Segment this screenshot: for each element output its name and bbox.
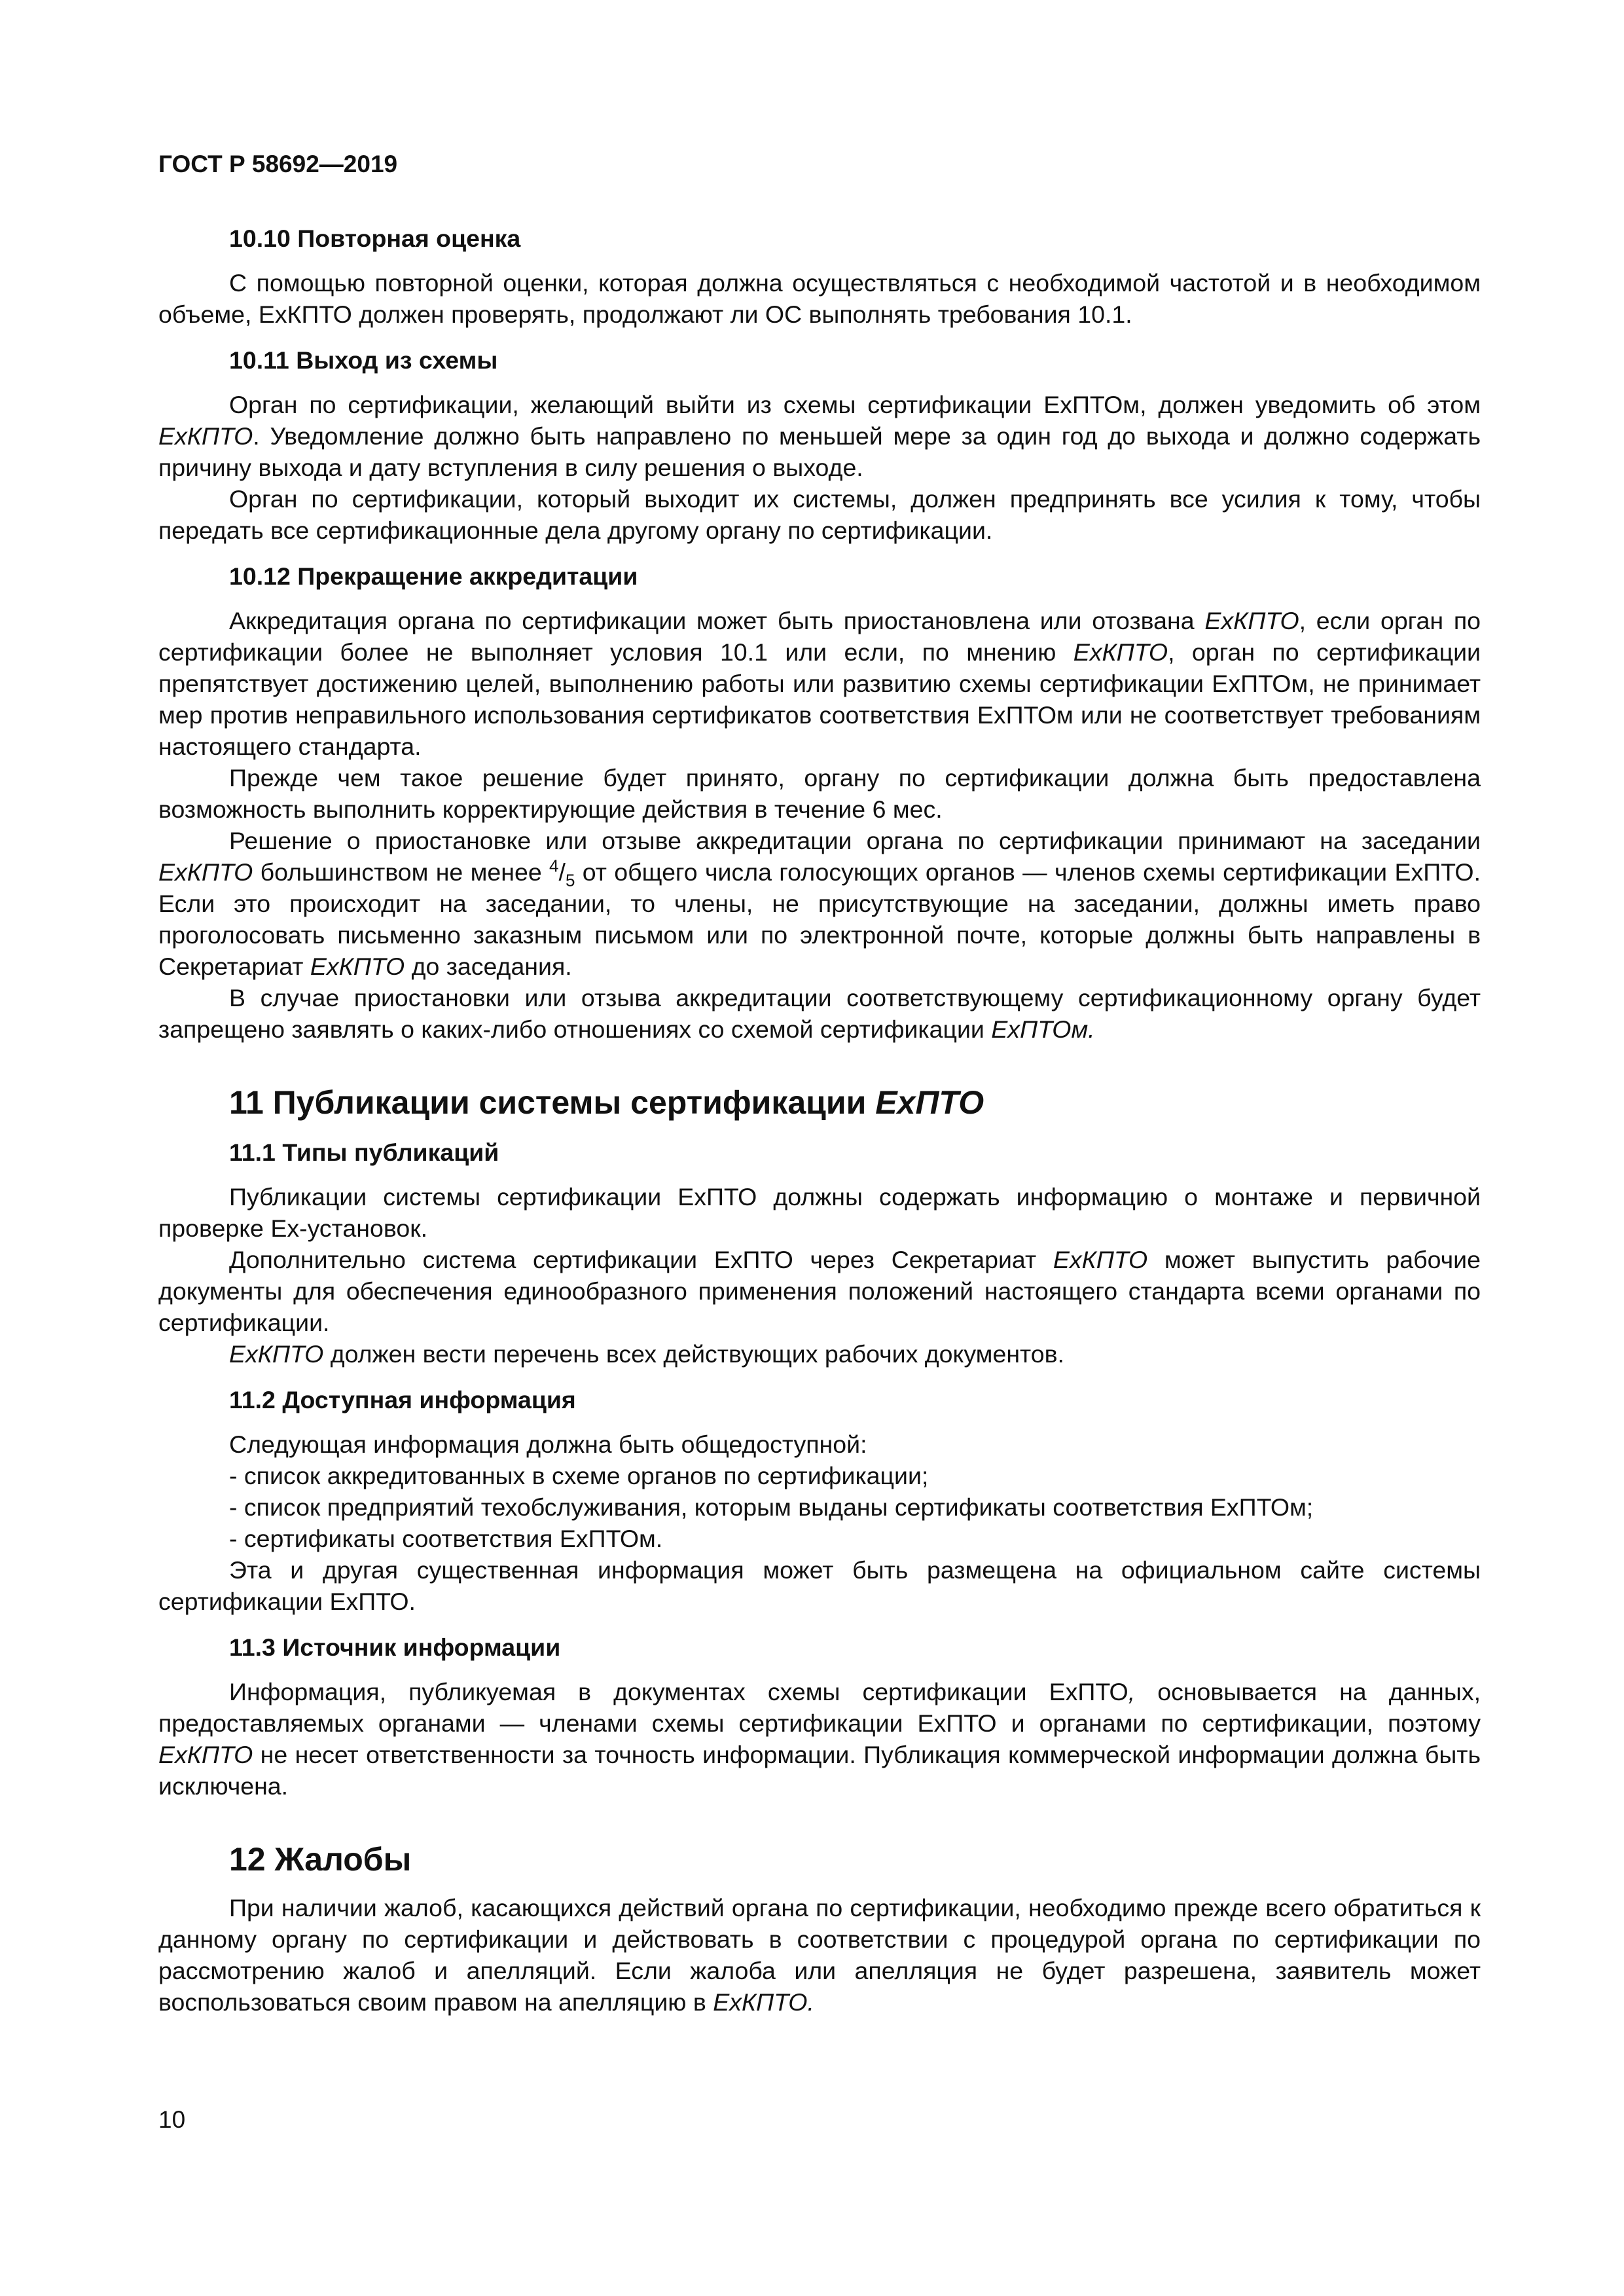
- list-item: - список предприятий техобслуживания, которым выданы сертификаты соответствия ЕхПТОм;: [229, 1493, 1314, 1521]
- section-11-1-title: 11.1 Типы публикаций: [229, 1139, 499, 1166]
- section-10-11-paragraph-2: Орган по сертификации, который выходит их системы, должен предпринять все усилия к тому, чтобы передать все сертификационные дела другому органу по сертификации.: [158, 485, 1481, 544]
- section-10-12-paragraph-1: Аккредитация органа по сертификации может быть приостановлена или отозвана ЕхКПТО, если орган по сертификации более не выполняет условия 10.1 или если, по мнению ЕхКПТО, орган по сертификации препятствует достижению целей, выполнению работы или развитию схемы сертификации ЕхПТОм, не принимает мер против неправильного использования сертификатов соответствия ЕхПТОм или не соответствует требованиям настоящего стандарта.: [158, 607, 1481, 760]
- fraction-numerator: 4: [549, 856, 559, 876]
- section-10-10-paragraph: С помощью повторной оценки, которая должна осуществляться с необходимой частотой и в необходимом объеме, ЕхКПТО должен проверять, продолжают ли ОС выполнять требования 10.1.: [158, 269, 1481, 328]
- section-11-title: 11 Публикации системы сертификации ЕхПТО: [229, 1084, 984, 1121]
- list-item: - сертификаты соответствия ЕхПТОм.: [229, 1525, 663, 1552]
- section-11-2-paragraph-1: Следующая информация должна быть общедоступной:: [229, 1430, 867, 1458]
- section-11-2-title: 11.2 Доступная информация: [229, 1386, 576, 1413]
- section-11-2-paragraph-2: Эта и другая существенная информация может быть размещена на официальном сайте системы сертификации ЕхПТО.: [158, 1556, 1481, 1615]
- fraction-denominator: 5: [565, 870, 575, 890]
- document-code: ГОСТ Р 58692—2019: [158, 151, 398, 177]
- section-11-1-paragraph-2: Дополнительно система сертификации ЕхПТО через Секретариат ЕхКПТО может выпустить рабочие документы для обеспечения единообразного применения положений настоящего стандарта всеми органами по сертификации.: [158, 1246, 1481, 1336]
- section-10-10-title: 10.10 Повторная оценка: [229, 225, 521, 252]
- section-10-11-title: 10.11 Выход из схемы: [229, 346, 498, 374]
- section-11-3-title: 11.3 Источник информации: [229, 1633, 561, 1661]
- section-10-11-paragraph-1: Орган по сертификации, желающий выйти из схемы сертификации ЕхПТОм, должен уведомить об этом ЕхКПТО. Уведомление должно быть направлено по меньшей мере за один год до выхода и должно содержать причину выхода и дату вступления в силу решения о выходе.: [158, 391, 1481, 481]
- section-10-12-paragraph-2: Прежде чем такое решение будет принято, органу по сертификации должна быть предоставлена возможность выполнить корректирующие действия в течение 6 мес.: [158, 764, 1481, 823]
- section-11-1-paragraph-1: Публикации системы сертификации ЕхПТО должны содержать информацию о монтаже и первичной проверке Ех-установок.: [158, 1183, 1481, 1242]
- section-10-12-paragraph-3: Решение о приостановке или отзыве аккредитации органа по сертификации принимают на заседании ЕхКПТО большинством не менее $^4/_5$ от общего числа голосующих органов — членов схемы сертификации ЕхПТО. Если это происходит на заседании, то члены, не присутствующие на заседании, должны иметь право проголосовать письменно заказным письмом или по электронной почте, которые должны быть направлены в Секретариат ЕхКПТО до заседания.: [158, 827, 1481, 980]
- document-body: [158, 223, 1481, 2018]
- section-10-12-title: 10.12 Прекращение аккредитации: [229, 562, 638, 590]
- section-11-1-paragraph-3: ЕхКПТО должен вести перечень всех действующих рабочих документов.: [229, 1340, 1064, 1368]
- section-12-title: 12 Жалобы: [229, 1841, 412, 1878]
- section-10-12-paragraph-4: В случае приостановки или отзыва аккредитации соответствующему сертификационному органу будет запрещено заявлять о каких-либо отношениях со схемой сертификации ЕхПТОм.: [158, 984, 1481, 1043]
- page-number: 10: [158, 2106, 186, 2133]
- section-12-paragraph-1: При наличии жалоб, касающихся действий органа по сертификации, необходимо прежде всего обратиться к данному органу по сертификации и действовать в соответствии с процедурой органа по сертификации по рассмотрению жалоб и апелляций. Если жалоба или апелляция не будет разрешена, заявитель может воспользоваться своим правом на апелляцию в ЕхКПТО.: [158, 1894, 1481, 2016]
- list-item: - список аккредитованных в схеме органов по сертификации;: [229, 1462, 929, 1489]
- section-11-3-paragraph-1: Информация, публикуемая в документах схемы сертификации ЕхПТО, основывается на данных, предоставляемых органами — членами схемы сертификации ЕхПТО и органами по сертификации, поэтому ЕхКПТО не несет ответственности за точность информации. Публикация коммерческой информации должна быть исключена.: [158, 1678, 1481, 1800]
